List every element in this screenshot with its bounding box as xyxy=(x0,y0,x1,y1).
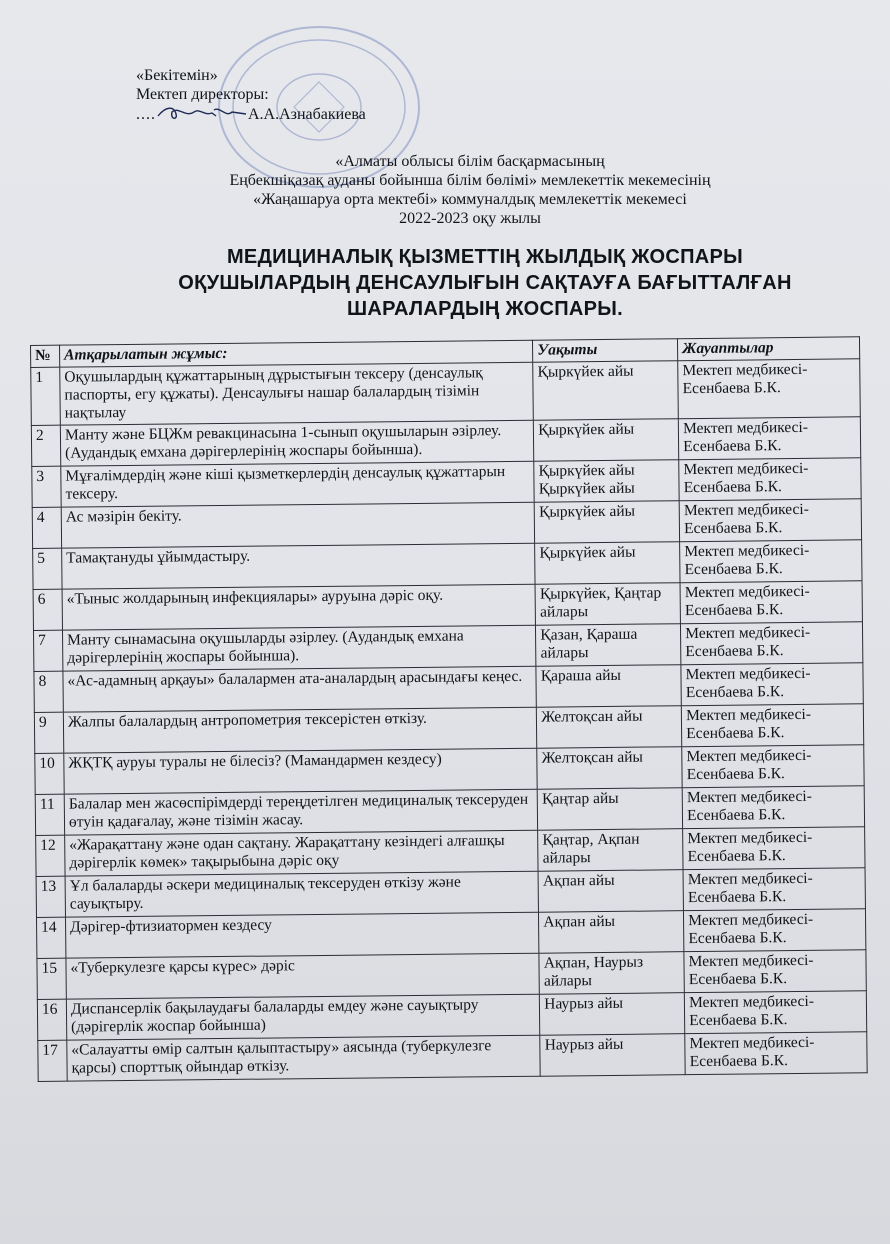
approval-heading: «Бекітемін» xyxy=(136,67,218,84)
row-time: Наурыз айы xyxy=(540,1034,685,1077)
row-time: Қазан, Қараша айлары xyxy=(536,624,681,667)
row-work: Мұғалімдердің және кіші қызметкерлердің денсаулық құжаттарын тексеру. xyxy=(61,461,535,507)
row-time: Қыркүйек айы xyxy=(535,542,680,585)
header-number: № xyxy=(31,345,60,367)
row-number: 5 xyxy=(33,548,62,589)
row-responsible: Мектеп медбикесі- Есенбаева Б.К. xyxy=(683,868,865,911)
row-time: Қыркүйек айы xyxy=(534,419,679,462)
row-work: «Тыныс жолдарының инфекциялары» ауруына дәріс оқу. xyxy=(62,584,536,630)
row-number: 2 xyxy=(31,425,60,466)
row-responsible: Мектеп медбикесі- Есенбаева Б.К. xyxy=(679,458,861,501)
row-responsible: Мектеп медбикесі- Есенбаева Б.К. xyxy=(684,950,866,993)
row-responsible: Мектеп медбикесі- Есенбаева Б.К. xyxy=(685,1032,867,1075)
row-time: Қаңтар, Ақпан айлары xyxy=(538,829,683,872)
row-work: «Жарақаттану және одан сақтану. Жарақаттану кезіндегі алғашқы дәрігерлік көмек» тақырыбына дәріс оқу xyxy=(65,830,539,876)
row-time: Қыркүйек, Қаңтар айлары xyxy=(535,583,680,626)
row-time: Қаңтар айы xyxy=(537,788,682,831)
document-title xyxy=(120,244,850,322)
row-number: 8 xyxy=(34,671,63,712)
row-number: 7 xyxy=(33,630,62,671)
header-time: Уақыты xyxy=(533,339,678,363)
org-line-1: «Алматы облысы білім басқармасының xyxy=(335,153,605,170)
row-time: Ақпан, Наурыз айлары xyxy=(539,952,684,995)
row-responsible: Мектеп медбикесі- Есенбаева Б.К. xyxy=(682,745,864,788)
row-responsible: Мектеп медбикесі- Есенбаева Б.К. xyxy=(678,359,860,419)
row-work: ЖҚТҚ ауруы туралы не білесіз? (Мамандармен кездесу) xyxy=(64,748,538,794)
row-work: Ас мәзірін бекіту. xyxy=(61,502,535,548)
table-row xyxy=(31,359,861,426)
row-responsible: Мектеп медбикесі- Есенбаева Б.К. xyxy=(678,417,860,460)
table-row xyxy=(38,1032,867,1082)
row-responsible: Мектеп медбикесі- Есенбаева Б.К. xyxy=(680,540,862,583)
org-line-3: «Жаңашаруа орта мектебі» коммуналдық мемлекеттік мекемесі xyxy=(253,191,687,208)
row-work: «Ас-адамның арқауы» балалармен ата-аналардың арасындағы кеңес. xyxy=(63,666,537,712)
signature-line xyxy=(136,104,366,124)
signature-dots: .... xyxy=(136,106,156,123)
title-line-1: МЕДИЦИНАЛЫҚ ҚЫЗМЕТТІҢ ЖЫЛДЫҚ ЖОСПАРЫ xyxy=(226,246,744,268)
row-responsible: Мектеп медбикесі- Есенбаева Б.К. xyxy=(684,909,866,952)
row-number: 6 xyxy=(33,589,62,630)
row-work: Манту сынамасына оқушыларды әзірлеу. (Аудандық емхана дәрігерлерінің жоспары бойынша). xyxy=(62,625,536,671)
row-number: 17 xyxy=(38,1040,67,1081)
row-work: «Салауатты өмір салтын қалыптастыру» аясында (туберкулезге қарсы) спорттық ойындар өткізу. xyxy=(67,1035,541,1081)
row-responsible: Мектеп медбикесі- Есенбаева Б.К. xyxy=(681,622,863,665)
row-responsible: Мектеп медбикесі- Есенбаева Б.К. xyxy=(683,827,865,870)
org-line-2: Еңбекшіқазақ ауданы бойынша білім бөлімі» мемлекеттік мекемесінің xyxy=(229,172,711,189)
row-responsible: Мектеп медбикесі- Есенбаева Б.К. xyxy=(682,786,864,829)
row-responsible: Мектеп медбикесі- Есенбаева Б.К. xyxy=(681,704,863,747)
row-responsible: Мектеп медбикесі- Есенбаева Б.К. xyxy=(679,499,861,542)
organization-header xyxy=(150,152,790,228)
row-time: Наурыз айы xyxy=(540,993,685,1036)
row-work: Дәрігер-фтизиатормен кездесу xyxy=(65,912,539,958)
row-time: Қыркүйек айы xyxy=(533,361,678,421)
title-line-3: ШАРАЛАРДЫҢ ЖОСПАРЫ. xyxy=(346,298,623,320)
row-work: Ұл балаларды әскери медициналық тексеруден өткізу және сауықтыру. xyxy=(65,871,539,917)
row-number: 13 xyxy=(36,876,65,917)
row-number: 12 xyxy=(36,835,65,876)
header-work: Атқарылатын жұмыс: xyxy=(59,340,533,367)
row-number: 9 xyxy=(34,712,63,753)
header-responsible: Жауаптылар xyxy=(678,337,860,361)
approval-block xyxy=(136,66,366,124)
row-work: Балалар мен жасөспірімдерді тереңдетілген медициналық тексеруден өтуін қадағалау, және тізімін жасау. xyxy=(64,789,538,835)
row-responsible: Мектеп медбикесі- Есенбаева Б.К. xyxy=(680,581,862,624)
row-work: Диспансерлік бақылаудағы балаларды емдеу және сауықтыру (дәрігерлік жоспар бойынша) xyxy=(66,994,540,1040)
title-line-2: ОҚУШЫЛАРДЫҢ ДЕНСАУЛЫҒЫН САҚТАУҒА БАҒЫТТАЛҒАН xyxy=(178,272,792,294)
director-name: А.А.Азнабакиева xyxy=(248,106,366,123)
row-time: Қараша айы xyxy=(536,665,681,708)
row-work: Тамақтануды ұйымдастыру. xyxy=(62,543,536,589)
academic-year: 2022-2023 оқу жылы xyxy=(399,210,541,227)
row-number: 14 xyxy=(36,917,65,958)
row-responsible: Мектеп медбикесі- Есенбаева Б.К. xyxy=(684,991,866,1034)
row-number: 1 xyxy=(31,367,61,425)
row-number: 10 xyxy=(35,753,64,794)
row-time: Қыркүйек айы Қыркүйек айы xyxy=(534,460,679,503)
row-work: «Туберкулезге қарсы күрес» дәріс xyxy=(66,953,540,999)
row-number: 4 xyxy=(32,507,61,548)
row-number: 3 xyxy=(32,466,61,507)
row-work: Жалпы балалардың антропометрия тексерістен өткізу. xyxy=(63,707,537,753)
handwritten-signature xyxy=(156,104,248,122)
row-time: Ақпан айы xyxy=(539,911,684,954)
approval-position: Мектеп директоры: xyxy=(136,86,269,103)
row-time: Желтоқсан айы xyxy=(537,706,682,749)
row-responsible: Мектеп медбикесі- Есенбаева Б.К. xyxy=(681,663,863,706)
row-time: Ақпан айы xyxy=(538,870,683,913)
row-number: 16 xyxy=(37,999,66,1040)
plan-table-body xyxy=(31,359,867,1082)
row-number: 11 xyxy=(35,794,64,835)
row-work: Оқушылардың құжаттарының дұрыстығын тексеру (денсаулық паспорты, егу құжаты). Денсаулығы нашар балалардың тізімін нақтылау xyxy=(60,362,534,425)
row-work: Манту және БЦЖм ревакцинасына 1-сынып оқушыларын әзірлеу. (Аудандық емхана дәрігерлерінің жоспары бойынша). xyxy=(60,420,534,466)
row-time: Желтоқсан айы xyxy=(537,747,682,790)
row-time: Қыркүйек айы xyxy=(534,501,679,544)
plan-table xyxy=(30,336,868,1082)
row-number: 15 xyxy=(37,958,66,999)
